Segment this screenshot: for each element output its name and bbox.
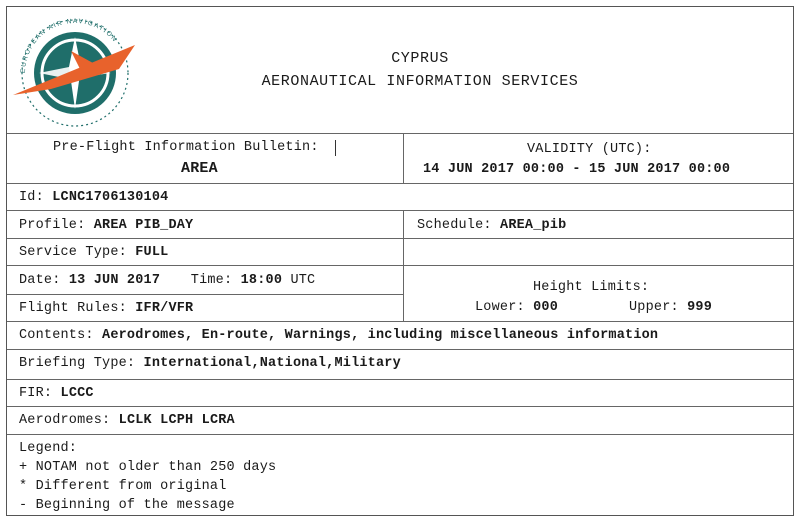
fir-row <box>7 379 793 406</box>
aerodromes-value: LCLK LCPH LCRA <box>118 413 235 428</box>
legend-title: Legend: <box>19 441 78 456</box>
legend-item: * Different from original <box>19 479 227 494</box>
aeronautical-logo <box>11 11 139 129</box>
time-value: 18:00 <box>240 273 283 288</box>
date-label: Date: <box>19 273 61 288</box>
lower-label: Lower: <box>475 300 525 315</box>
schedule-value: AREA_pib <box>500 218 567 233</box>
profile-row <box>7 210 793 238</box>
aerodromes-row <box>7 406 793 434</box>
legend-item: - Beginning of the message <box>19 498 235 513</box>
schedule-label: Schedule: <box>417 218 492 233</box>
bulletin-type: AREA <box>181 160 218 177</box>
validity-value: 14 JUN 2017 00:00 - 15 JUN 2017 00:00 <box>423 162 731 177</box>
time-unit: UTC <box>290 273 316 288</box>
contents-value: Aerodromes, En-route, Warnings, including miscellaneous information <box>102 328 659 343</box>
bulletin-title: Pre-Flight Information Bulletin: <box>53 140 319 155</box>
briefing-type-label: Briefing Type: <box>19 356 136 371</box>
bulletin-row <box>7 133 793 183</box>
pib-document <box>6 6 794 516</box>
logo-arc-text: EUROPEAN AIR NAVIGATION <box>19 17 119 74</box>
fir-value: LCCC <box>60 386 94 401</box>
service-type-value: FULL <box>135 245 169 260</box>
service-title: AERONAUTICAL INFORMATION SERVICES <box>261 73 579 90</box>
time-label: Time: <box>190 273 233 288</box>
date-value: 13 JUN 2017 <box>68 273 161 288</box>
date-row <box>7 265 793 321</box>
aerodromes-label: Aerodromes: <box>19 413 111 428</box>
service-type-label: Service Type: <box>19 245 127 260</box>
id-value: LCNC1706130104 <box>52 190 169 205</box>
height-limits-title: Height Limits: <box>533 280 650 295</box>
profile-value: AREA PIB_DAY <box>93 218 194 233</box>
validity-label: VALIDITY (UTC): <box>527 142 652 157</box>
briefing-type-row <box>7 349 793 379</box>
service-type-row <box>7 238 793 265</box>
upper-label: Upper: <box>629 300 679 315</box>
flight-rules-label: Flight Rules: <box>19 301 127 316</box>
profile-label: Profile: <box>19 218 86 233</box>
flight-rules-value: IFR/VFR <box>135 301 194 316</box>
briefing-type-value: International,National,Military <box>143 356 401 371</box>
id-row <box>7 183 793 210</box>
upper-value: 999 <box>687 300 713 315</box>
id-label: Id: <box>19 190 44 205</box>
country-title: CYPRUS <box>391 50 449 67</box>
legend-item: + NOTAM not older than 250 days <box>19 460 277 475</box>
contents-row <box>7 321 793 349</box>
contents-label: Contents: <box>19 328 94 343</box>
lower-value: 000 <box>533 300 559 315</box>
legend-section <box>7 434 793 516</box>
fir-label: FIR: <box>19 386 53 401</box>
